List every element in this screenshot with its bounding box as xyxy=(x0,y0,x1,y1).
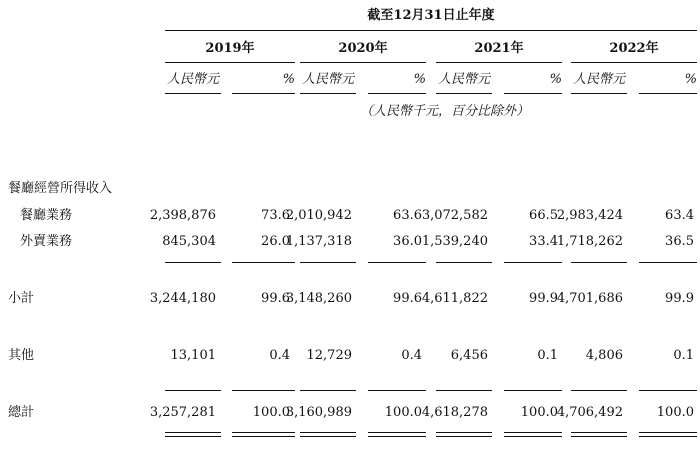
row-label: 餐廳經營所得收入 xyxy=(8,181,113,196)
col-pct-2020: % xyxy=(413,72,426,87)
total-line-2022a xyxy=(571,390,627,391)
col-amount-2019: 人民幣元 xyxy=(166,72,219,87)
total-line-2021a xyxy=(436,390,492,391)
col-pct-2022-underline xyxy=(639,93,697,94)
row-label: 其他 xyxy=(8,348,35,363)
year-2022-heading: 2022年 xyxy=(609,41,659,56)
col-amount-2020: 人民幣元 xyxy=(301,72,354,87)
total-double-2022p xyxy=(639,432,697,437)
total-line-2020a xyxy=(300,390,356,391)
percent-cell: 0.4 xyxy=(269,348,290,363)
col-pct-2020-underline xyxy=(368,93,426,94)
year-2020-heading: 2020年 xyxy=(338,41,388,56)
percent-cell: 99.6 xyxy=(393,291,422,306)
amount-cell: 4,706,492 xyxy=(556,405,623,420)
percent-cell: 100.0 xyxy=(252,405,290,420)
col-pct-2021-underline xyxy=(504,93,562,94)
total-double-2021p xyxy=(504,432,562,437)
row-label: 總計 xyxy=(8,405,35,420)
amount-cell: 1,718,262 xyxy=(556,234,623,249)
total-double-2021a xyxy=(436,432,492,437)
percent-cell: 63.6 xyxy=(393,208,422,223)
percent-cell: 63.4 xyxy=(665,208,694,223)
total-line-2021p xyxy=(504,390,562,391)
period-underline xyxy=(165,30,697,31)
amount-cell: 3,160,989 xyxy=(285,405,352,420)
amount-cell: 3,244,180 xyxy=(149,291,216,306)
percent-cell: 26.0 xyxy=(261,234,290,249)
amount-cell: 3,257,281 xyxy=(149,405,216,420)
total-double-2020p xyxy=(368,432,426,437)
percent-cell: 100.0 xyxy=(520,405,558,420)
amount-cell: 4,611,822 xyxy=(421,291,488,306)
row-label: 小計 xyxy=(8,291,35,306)
year-2019-underline xyxy=(165,62,295,63)
amount-cell: 1,137,318 xyxy=(285,234,352,249)
col-pct-2019: % xyxy=(282,72,295,87)
amount-cell: 4,806 xyxy=(585,348,623,363)
percent-cell: 99.9 xyxy=(529,291,558,306)
percent-cell: 0.1 xyxy=(673,348,694,363)
percent-cell: 36.0 xyxy=(393,234,422,249)
total-double-2022a xyxy=(571,432,627,437)
percent-cell: 99.6 xyxy=(261,291,290,306)
subtotal-line-2020p xyxy=(368,262,426,263)
total-line-2019p xyxy=(232,390,295,391)
subtotal-line-2021p xyxy=(504,262,562,263)
subtotal-line-2020a xyxy=(300,262,356,263)
percent-cell: 33.4 xyxy=(529,234,558,249)
percent-cell: 66.5 xyxy=(529,208,558,223)
year-2022-underline xyxy=(571,62,697,63)
amount-cell: 845,304 xyxy=(162,234,216,249)
col-amount-2019-underline xyxy=(165,93,221,94)
total-double-2019p xyxy=(232,432,295,437)
amount-cell: 12,729 xyxy=(306,348,352,363)
row-label: 餐廳業務 xyxy=(20,208,73,223)
col-amount-2022-underline xyxy=(571,93,627,94)
col-pct-2021: % xyxy=(549,72,562,87)
percent-cell: 0.4 xyxy=(401,348,422,363)
percent-cell: 73.6 xyxy=(261,208,290,223)
col-pct-2022: % xyxy=(684,72,697,87)
col-amount-2021: 人民幣元 xyxy=(437,72,490,87)
percent-cell: 0.1 xyxy=(537,348,558,363)
col-pct-2019-underline xyxy=(232,93,295,94)
col-amount-2021-underline xyxy=(436,93,492,94)
amount-cell: 3,148,260 xyxy=(285,291,352,306)
period-heading: 截至12月31日止年度 xyxy=(367,8,495,23)
subtotal-line-2021a xyxy=(436,262,492,263)
row-label: 外賣業務 xyxy=(20,234,73,249)
amount-cell: 4,701,686 xyxy=(556,291,623,306)
percent-cell: 36.5 xyxy=(665,234,694,249)
total-line-2020p xyxy=(368,390,426,391)
subtotal-line-2022a xyxy=(571,262,627,263)
year-2021-heading: 2021年 xyxy=(474,41,524,56)
amount-cell: 3,072,582 xyxy=(421,208,488,223)
col-amount-2020-underline xyxy=(300,93,356,94)
subtotal-line-2019p xyxy=(232,262,295,263)
year-2020-underline xyxy=(300,62,426,63)
amount-cell: 1,539,240 xyxy=(421,234,488,249)
total-double-2020a xyxy=(300,432,356,437)
percent-cell: 100.0 xyxy=(656,405,694,420)
amount-cell: 13,101 xyxy=(170,348,216,363)
amount-cell: 2,983,424 xyxy=(556,208,623,223)
amount-cell: 2,010,942 xyxy=(285,208,352,223)
year-2019-heading: 2019年 xyxy=(205,41,255,56)
year-2021-underline xyxy=(436,62,562,63)
subtotal-line-2019a xyxy=(165,262,221,263)
total-line-2022p xyxy=(639,390,697,391)
percent-cell: 99.9 xyxy=(665,291,694,306)
total-double-2019a xyxy=(165,432,221,437)
percent-cell: 100.0 xyxy=(384,405,422,420)
unit-note: （人民幣千元，百分比除外） xyxy=(360,104,530,119)
col-amount-2022: 人民幣元 xyxy=(572,72,625,87)
subtotal-line-2022p xyxy=(639,262,697,263)
total-line-2019a xyxy=(165,390,221,391)
amount-cell: 2,398,876 xyxy=(149,208,216,223)
amount-cell: 6,456 xyxy=(450,348,488,363)
amount-cell: 4,618,278 xyxy=(421,405,488,420)
